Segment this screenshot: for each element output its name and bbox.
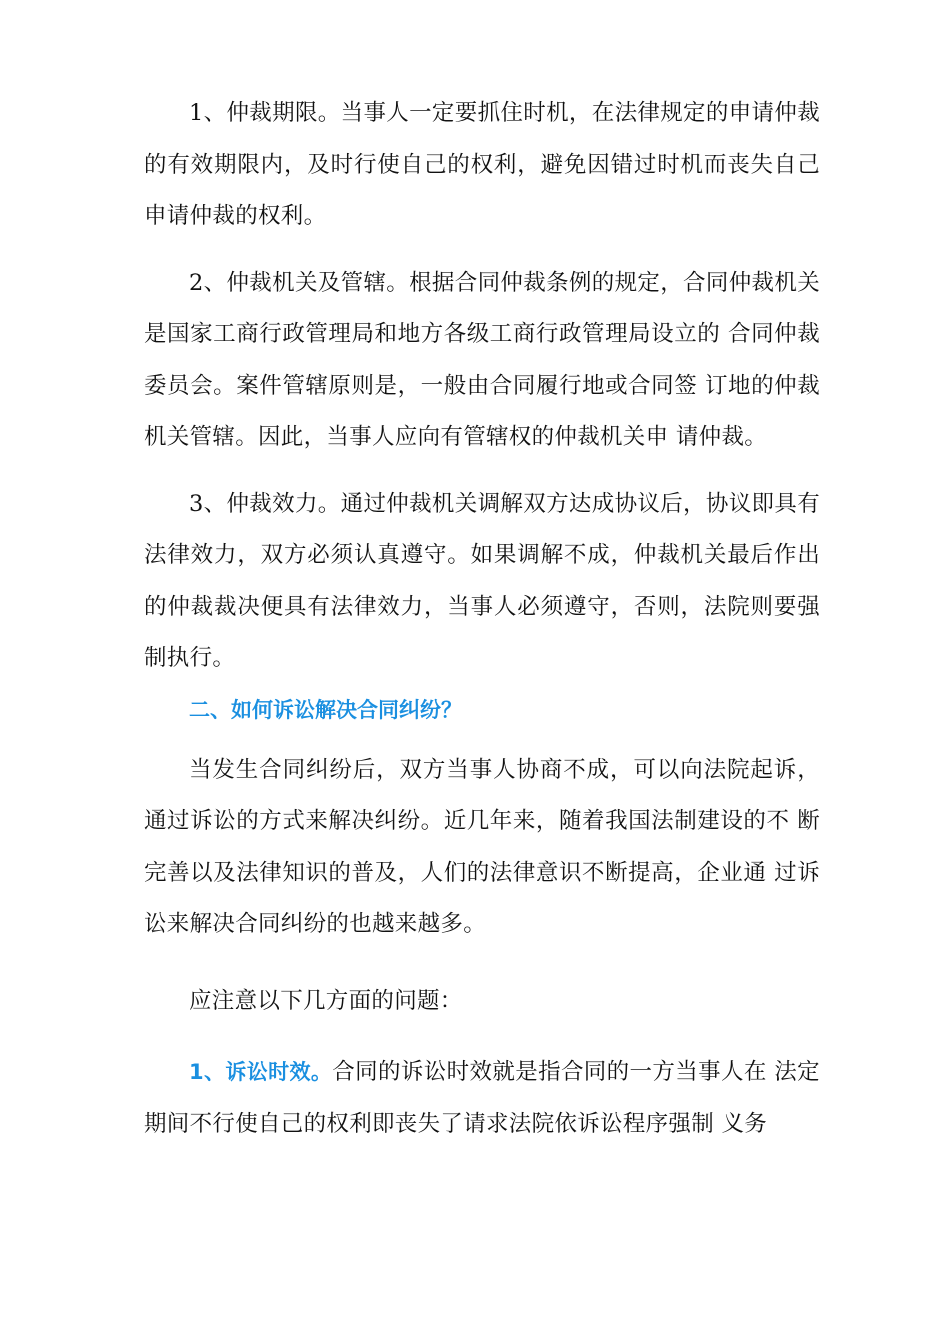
paragraph-litigation-intro: 当发生合同纠纷后，双方当事人协商不成，可以向法院起诉， 通过诉讼的方式来解决纠纷。近几年来，随着我国法制建设的不 断完善以及法律知识的普及，人们的法律意识不断提高，企业通 过诉讼来解决合同纠纷的也越来越多。	[144, 756, 820, 937]
paragraph-arbitration-jurisdiction: 2、仲裁机关及管辖。根据合同仲裁条例的规定，合同仲裁机关是国家工商行政管理局和地方各级工商行政管理局设立的 合同仲裁委员会。案件管辖原则是，一般由合同履行地或合同签 订地的仲裁机关管辖。因此，当事人应向有管辖权的仲裁机关申 请仲裁。	[144, 269, 820, 450]
limitation-period-body: 合同的诉讼时效就是指合同的一方当事人在 法定期间不行使自己的权利即丧失了请求法院依诉讼程序强制 义务	[144, 1059, 820, 1137]
paragraph-arbitration-effect: 3、仲裁效力。通过仲裁机关调解双方达成协议后，协议即具有法律效力，双方必须认真遵守。如果调解不成，仲裁机关最后作出的仲裁裁决便具有法律效力，当事人必须遵守，否则，法院则要强制执行。	[144, 490, 820, 671]
paragraph-notes-intro: 应注意以下几方面的问题：	[189, 987, 463, 1014]
section-heading-litigation: 二、如何诉讼解决合同纠纷？	[189, 697, 462, 722]
limitation-period-lead: 1、诉讼时效。	[189, 1060, 333, 1084]
paragraph-limitation-period	[144, 1047, 820, 1150]
paragraph-arbitration-deadline: 1、仲裁期限。当事人一定要抓住时机，在法律规定的申请仲裁的有效期限内，及时行使自己的权利，避免因错过时机而丧失自己申请仲裁的权利。	[144, 100, 820, 229]
